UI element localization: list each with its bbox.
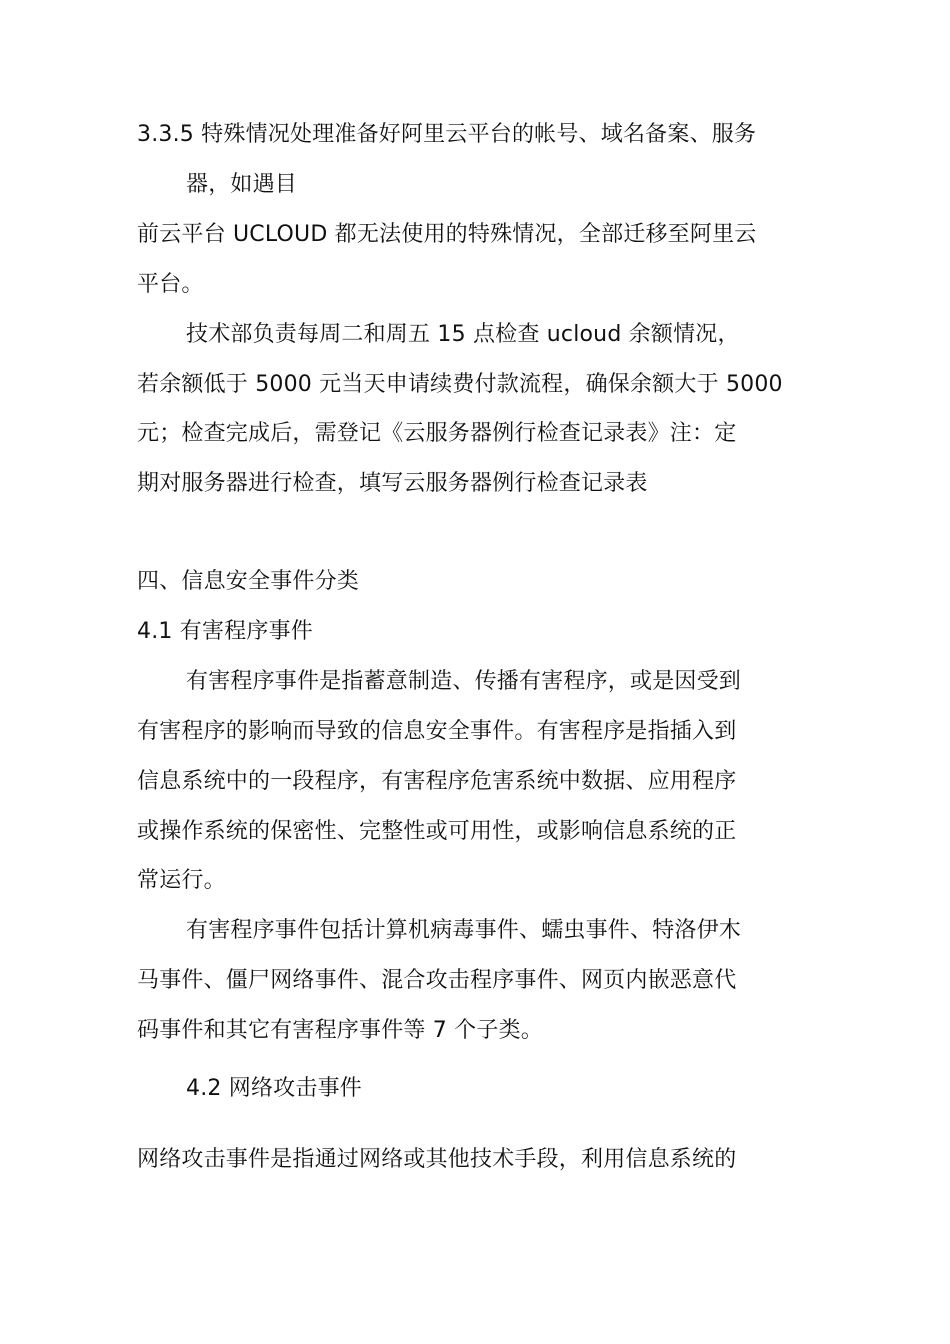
paragraph-line: 平台。 bbox=[137, 272, 204, 297]
paragraph-line: 前云平台 UCLOUD 都无法使用的特殊情况，全部迁移至阿里云 bbox=[137, 222, 757, 247]
paragraph-line: 若余额低于 5000 元当天申请续费付款流程，确保余额大于 5000 bbox=[137, 372, 783, 397]
paragraph-line: 常运行。 bbox=[137, 868, 226, 893]
paragraph-line: 信息系统中的一段程序，有害程序危害系统中数据、应用程序 bbox=[137, 769, 737, 794]
paragraph-line: 器，如遇目 bbox=[186, 172, 298, 197]
paragraph-line: 有害程序事件是指蓄意制造、传播有害程序，或是因受到 bbox=[186, 669, 742, 694]
paragraph-line: 3.3.5 特殊情况处理准备好阿里云平台的帐号、域名备案、服务 bbox=[137, 122, 757, 147]
paragraph-line: 马事件、僵尸网络事件、混合攻击程序事件、网页内嵌恶意代 bbox=[137, 968, 737, 993]
paragraph-line: 或操作系统的保密性、完整性或可用性，或影响信息系统的正 bbox=[137, 819, 737, 844]
paragraph-line: 网络攻击事件是指通过网络或其他技术手段，利用信息系统的 bbox=[137, 1147, 737, 1172]
paragraph-line: 有害程序的影响而导致的信息安全事件。有害程序是指插入到 bbox=[137, 719, 737, 744]
subsection-heading: 4.1 有害程序事件 bbox=[137, 619, 313, 644]
section-heading: 四、信息安全事件分类 bbox=[137, 569, 360, 594]
paragraph-line: 元；检查完成后，需登记《云服务器例行检查记录表》注：定 bbox=[137, 421, 737, 446]
paragraph-line: 技术部负责每周二和周五 15 点检查 ucloud 余额情况， bbox=[186, 322, 740, 347]
subsection-heading: 4.2 网络攻击事件 bbox=[186, 1076, 362, 1101]
paragraph-line: 有害程序事件包括计算机病毒事件、蠕虫事件、特洛伊木 bbox=[186, 918, 742, 943]
paragraph-line: 期对服务器进行检查，填写云服务器例行检查记录表 bbox=[137, 471, 648, 496]
paragraph-line: 码事件和其它有害程序事件等 7 个子类。 bbox=[137, 1018, 543, 1043]
